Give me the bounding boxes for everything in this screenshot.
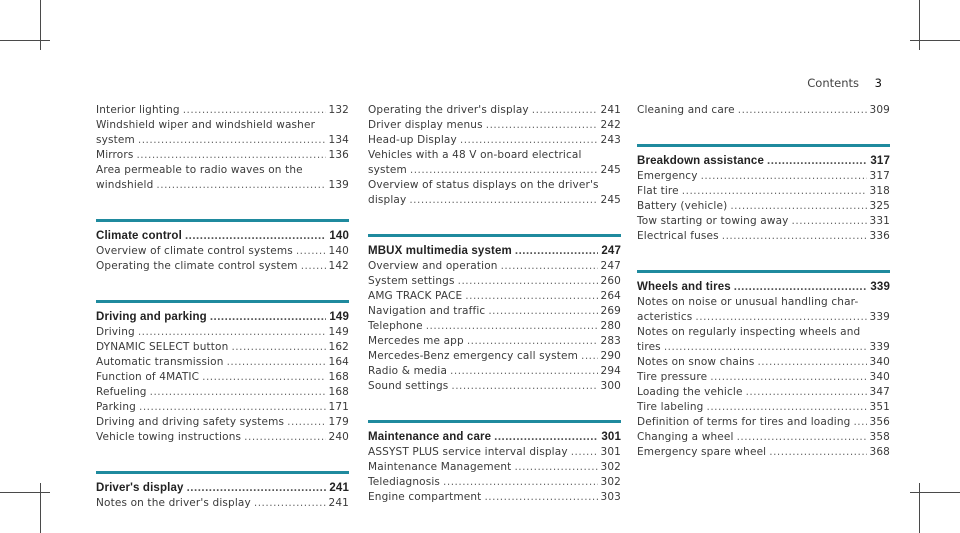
- toc-entry[interactable]: [368, 349, 621, 364]
- toc-section: [368, 420, 621, 505]
- toc-entry[interactable]: [637, 385, 890, 400]
- toc-entry-page: 140: [328, 245, 349, 257]
- toc-entry-text: system: [368, 164, 407, 176]
- leader-dots: [202, 370, 325, 385]
- toc-entry-page: 300: [600, 380, 621, 392]
- leader-dots: [451, 379, 597, 394]
- toc-entry-page: 162: [328, 341, 349, 353]
- leader-dots: [695, 310, 866, 325]
- toc-section: [368, 103, 621, 208]
- toc-entry-page: 245: [600, 164, 621, 176]
- toc-entry-page: 302: [600, 461, 621, 473]
- leader-dots: [706, 400, 866, 415]
- toc-entry-text: Notes on noise or unusual handling char-: [637, 296, 859, 308]
- crop-mark: [40, 483, 41, 533]
- toc-entry-page: 356: [869, 416, 890, 428]
- leader-dots: [296, 244, 326, 259]
- toc-entry-text: ASSYST PLUS service interval display: [368, 446, 568, 458]
- toc-entry[interactable]: [96, 340, 349, 355]
- section-heading-title: MBUX multimedia system: [368, 245, 512, 257]
- leader-dots: [710, 370, 866, 385]
- toc-entry[interactable]: [368, 460, 621, 475]
- section-heading[interactable]: [96, 309, 349, 325]
- toc-entry-text: Emergency spare wheel: [637, 446, 767, 458]
- toc-entry[interactable]: [637, 370, 890, 385]
- toc-entry-text: Overview and operation: [368, 260, 498, 272]
- toc-entry-page: 242: [600, 119, 621, 131]
- leader-dots: [730, 199, 866, 214]
- toc-entry-text: DYNAMIC SELECT button: [96, 341, 229, 353]
- toc-entry-page: 241: [328, 497, 349, 509]
- leader-dots: [515, 243, 598, 259]
- leader-dots: [138, 325, 326, 340]
- toc-entry-page: 290: [600, 350, 621, 362]
- toc-entry-text: Engine compartment: [368, 491, 482, 503]
- toc-entry[interactable]: [637, 355, 890, 370]
- toc-entry-text: Area permeable to radio waves on the: [96, 164, 303, 176]
- toc-entry[interactable]: [96, 163, 349, 193]
- toc-entry-text: Mirrors: [96, 149, 134, 161]
- toc-entry[interactable]: [368, 490, 621, 505]
- toc-column-2: [368, 103, 621, 505]
- leader-dots: [254, 496, 326, 511]
- toc-entry-page: 243: [600, 134, 621, 146]
- leader-dots: [738, 103, 867, 118]
- crop-mark: [910, 492, 960, 493]
- toc-entry-text: Function of 4MATIC: [96, 371, 200, 383]
- toc-entry-page: 280: [600, 320, 621, 332]
- section-rule: [637, 270, 890, 273]
- section-heading-title: Climate control: [96, 230, 182, 242]
- crop-mark: [40, 0, 41, 50]
- toc-section: [637, 144, 890, 244]
- leader-dots: [410, 163, 598, 178]
- section-heading-page: 241: [329, 482, 349, 494]
- toc-entry-text: Driving: [96, 326, 135, 338]
- section-heading-title: Driving and parking: [96, 311, 207, 323]
- toc-entry-text: Loading the vehicle: [637, 386, 743, 398]
- leader-dots: [301, 259, 326, 274]
- toc-entry-text: Sound settings: [368, 380, 449, 392]
- toc-entry[interactable]: [368, 178, 621, 208]
- section-heading-title: Driver's display: [96, 482, 184, 494]
- toc-entry-page: 241: [600, 104, 621, 116]
- toc-entry-text: Refueling: [96, 386, 147, 398]
- toc-section: [368, 234, 621, 394]
- leader-dots: [532, 103, 598, 118]
- toc-entry-page: 136: [328, 149, 349, 161]
- leader-dots: [467, 334, 598, 349]
- section-heading-title: Wheels and tires: [637, 281, 731, 293]
- leader-dots: [244, 430, 325, 445]
- leader-dots: [484, 490, 597, 505]
- leader-dots: [450, 364, 597, 379]
- toc-entry[interactable]: [368, 475, 621, 490]
- toc-entry[interactable]: [637, 169, 890, 184]
- toc-entry[interactable]: [637, 103, 890, 118]
- toc-entry-text: Navigation and traffic: [368, 305, 486, 317]
- leader-dots: [853, 415, 866, 430]
- toc-entry-text: Interior lighting: [96, 104, 180, 116]
- toc-entry[interactable]: [637, 229, 890, 244]
- toc-entry-page: 358: [869, 431, 890, 443]
- toc-column-1: [96, 103, 349, 511]
- toc-entry[interactable]: [96, 400, 349, 415]
- leader-dots: [409, 193, 597, 208]
- toc-entry-text: Mercedes-Benz emergency call system: [368, 350, 578, 362]
- toc-entry-page: 303: [600, 491, 621, 503]
- leader-dots: [227, 355, 326, 370]
- section-heading-page: 301: [601, 431, 621, 443]
- toc-entry[interactable]: [637, 199, 890, 214]
- section-rule: [368, 420, 621, 423]
- toc-entry-text: acteristics: [637, 311, 693, 323]
- toc-section: [637, 270, 890, 460]
- toc-entry[interactable]: [96, 370, 349, 385]
- toc-entry-text: display: [368, 194, 407, 206]
- leader-dots: [460, 133, 598, 148]
- toc-entry[interactable]: [637, 184, 890, 199]
- toc-entry-page: 336: [869, 230, 890, 242]
- toc-entry[interactable]: [368, 289, 621, 304]
- toc-entry-text: Notes on snow chains: [637, 356, 755, 368]
- crop-mark: [910, 40, 960, 41]
- toc-entry[interactable]: [637, 214, 890, 229]
- toc-section: [96, 219, 349, 274]
- leader-dots: [494, 429, 598, 445]
- toc-entry-page: 269: [600, 305, 621, 317]
- toc-entry[interactable]: [368, 148, 621, 178]
- toc-entry-page: 247: [600, 260, 621, 272]
- toc-entry-text: Notes on the driver's display: [96, 497, 251, 509]
- header-title: Contents: [807, 76, 860, 90]
- toc-entry-text: Tire pressure: [637, 371, 708, 383]
- leader-dots: [701, 169, 867, 184]
- toc-entry-text: Overview of status displays on the driver's: [368, 179, 599, 191]
- toc-entry-text: Tow starting or towing away: [637, 215, 789, 227]
- toc-entry-text: Notes on regularly inspecting wheels and: [637, 326, 861, 338]
- section-heading-page: 140: [329, 230, 349, 242]
- leader-dots: [231, 340, 325, 355]
- leader-dots: [514, 460, 597, 475]
- section-heading[interactable]: [637, 279, 890, 295]
- leader-dots: [722, 229, 867, 244]
- leader-dots: [486, 118, 598, 133]
- leader-dots: [734, 279, 868, 295]
- crop-mark: [919, 0, 920, 50]
- toc-entry[interactable]: [637, 295, 890, 325]
- leader-dots: [581, 349, 598, 364]
- section-rule: [637, 144, 890, 147]
- toc-entry-page: 164: [328, 356, 349, 368]
- leader-dots: [187, 480, 327, 496]
- leader-dots: [465, 289, 597, 304]
- toc-section: [96, 103, 349, 193]
- leader-dots: [138, 133, 326, 148]
- leader-dots: [488, 304, 597, 319]
- toc-entry[interactable]: [368, 274, 621, 289]
- toc-entry-page: 134: [328, 134, 349, 146]
- leader-dots: [156, 178, 325, 193]
- toc-entry-text: Emergency: [637, 170, 698, 182]
- toc-entry-text: Head-up Display: [368, 134, 457, 146]
- toc-entry-text: Radio & media: [368, 365, 448, 377]
- toc-entry-page: 301: [600, 446, 621, 458]
- section-heading[interactable]: [96, 228, 349, 244]
- toc-entry[interactable]: [368, 304, 621, 319]
- toc-entry-page: 368: [869, 446, 890, 458]
- toc-entry[interactable]: [368, 118, 621, 133]
- toc-entry-page: 325: [869, 200, 890, 212]
- toc-entry-page: 351: [869, 401, 890, 413]
- toc-entry[interactable]: [368, 334, 621, 349]
- toc-entry-text: Windshield wiper and windshield washer: [96, 119, 316, 131]
- toc-entry-page: 142: [328, 260, 349, 272]
- toc-entry-page: 245: [600, 194, 621, 206]
- section-heading-page: 247: [601, 245, 621, 257]
- section-heading[interactable]: [637, 153, 890, 169]
- toc-entry-page: 168: [328, 386, 349, 398]
- toc-entry-text: Flat tire: [637, 185, 679, 197]
- toc-entry[interactable]: [96, 385, 349, 400]
- section-rule: [96, 300, 349, 303]
- section-rule: [368, 234, 621, 237]
- leader-dots: [443, 475, 597, 490]
- leader-dots: [767, 153, 867, 169]
- toc-entry[interactable]: [96, 259, 349, 274]
- toc-entry-text: Definition of terms for tires and loading: [637, 416, 851, 428]
- toc-entry-text: System settings: [368, 275, 455, 287]
- toc-entry-page: 149: [328, 326, 349, 338]
- toc-entry-text: Telediagnosis: [368, 476, 441, 488]
- toc-entry-page: 339: [869, 341, 890, 353]
- toc-entry[interactable]: [96, 415, 349, 430]
- toc-entry-page: 339: [869, 311, 890, 323]
- toc-entry-text: Operating the climate control system: [96, 260, 298, 272]
- toc-entry-text: AMG TRACK PACE: [368, 290, 463, 302]
- toc-entry-page: 132: [328, 104, 349, 116]
- toc-entry-text: Cleaning and care: [637, 104, 735, 116]
- toc-entry-page: 179: [328, 416, 349, 428]
- leader-dots: [757, 355, 866, 370]
- toc-entry-page: 264: [600, 290, 621, 302]
- leader-dots: [737, 430, 867, 445]
- page-header: [807, 76, 882, 90]
- toc-entry-text: Battery (vehicle): [637, 200, 728, 212]
- toc-entry[interactable]: [96, 148, 349, 163]
- leader-dots: [769, 445, 866, 460]
- leader-dots: [682, 184, 867, 199]
- toc-entry-text: Parking: [96, 401, 136, 413]
- section-heading[interactable]: [368, 429, 621, 445]
- toc-entry-text: Operating the driver's display: [368, 104, 529, 116]
- toc-entry[interactable]: [368, 379, 621, 394]
- leader-dots: [426, 319, 598, 334]
- leader-dots: [501, 259, 598, 274]
- crop-mark: [919, 483, 920, 533]
- leader-dots: [664, 340, 867, 355]
- leader-dots: [458, 274, 598, 289]
- toc-entry[interactable]: [637, 325, 890, 355]
- section-heading-page: 149: [329, 311, 349, 323]
- page-number: 3: [874, 76, 882, 90]
- toc-entry[interactable]: [368, 445, 621, 460]
- toc-entry-text: Electrical fuses: [637, 230, 719, 242]
- leader-dots: [185, 228, 326, 244]
- toc-entry[interactable]: [96, 118, 349, 148]
- section-heading-title: Maintenance and care: [368, 431, 492, 443]
- toc-section: [637, 103, 890, 118]
- toc-entry[interactable]: [96, 244, 349, 259]
- toc-entry-page: 260: [600, 275, 621, 287]
- toc-entry[interactable]: [96, 355, 349, 370]
- leader-dots: [136, 148, 325, 163]
- toc-entry[interactable]: [96, 325, 349, 340]
- toc-entry-text: Driving and driving safety systems: [96, 416, 285, 428]
- toc-entry-page: 168: [328, 371, 349, 383]
- toc-entry-page: 309: [869, 104, 890, 116]
- toc-entry-text: windshield: [96, 179, 154, 191]
- toc-entry-text: Mercedes me app: [368, 335, 464, 347]
- leader-dots: [150, 385, 326, 400]
- toc-entry-page: 317: [869, 170, 890, 182]
- toc-entry-text: Maintenance Management: [368, 461, 512, 473]
- section-heading-page: 339: [870, 281, 890, 293]
- toc-entry[interactable]: [637, 400, 890, 415]
- toc-entry-page: 340: [869, 371, 890, 383]
- toc-entry[interactable]: [637, 415, 890, 430]
- leader-dots: [210, 309, 327, 325]
- toc-entry[interactable]: [368, 133, 621, 148]
- toc-entry-text: Telephone: [368, 320, 423, 332]
- toc-entry-text: Vehicles with a 48 V on-board electrical: [368, 149, 582, 161]
- section-rule: [96, 471, 349, 474]
- toc-entry[interactable]: [637, 445, 890, 460]
- toc-entry-page: 139: [328, 179, 349, 191]
- leader-dots: [139, 400, 326, 415]
- toc-entry-page: 240: [328, 431, 349, 443]
- crop-mark: [0, 40, 50, 41]
- toc-entry-text: Driver display menus: [368, 119, 483, 131]
- toc-entry[interactable]: [96, 103, 349, 118]
- toc-column-3: [637, 103, 890, 460]
- leader-dots: [746, 385, 867, 400]
- toc-entry-text: system: [96, 134, 135, 146]
- toc-section: [96, 300, 349, 445]
- toc-entry-text: Changing a wheel: [637, 431, 734, 443]
- toc-entry-page: 347: [869, 386, 890, 398]
- leader-dots: [792, 214, 867, 229]
- toc-entry-page: 340: [869, 356, 890, 368]
- toc-entry[interactable]: [368, 319, 621, 334]
- toc-entry-text: Tire labeling: [637, 401, 704, 413]
- leader-dots: [571, 445, 598, 460]
- toc-section: [96, 471, 349, 511]
- section-heading-title: Breakdown assistance: [637, 155, 765, 167]
- toc-entry[interactable]: [368, 364, 621, 379]
- toc-entry-page: 318: [869, 185, 890, 197]
- toc-entry-page: 302: [600, 476, 621, 488]
- section-rule: [96, 219, 349, 222]
- toc-entry-page: 331: [869, 215, 890, 227]
- toc-entry-page: 294: [600, 365, 621, 377]
- toc-entry[interactable]: [96, 496, 349, 511]
- section-heading-page: 317: [870, 155, 890, 167]
- leader-dots: [287, 415, 325, 430]
- toc-entry-page: 171: [328, 401, 349, 413]
- section-heading[interactable]: [96, 480, 349, 496]
- toc-entry-text: Automatic transmission: [96, 356, 224, 368]
- toc-entry-text: Vehicle towing instructions: [96, 431, 242, 443]
- toc-entry[interactable]: [96, 430, 349, 445]
- toc-entry-page: 283: [600, 335, 621, 347]
- toc-entry[interactable]: [368, 103, 621, 118]
- section-heading[interactable]: [368, 243, 621, 259]
- crop-mark: [0, 492, 50, 493]
- toc-entry-text: Overview of climate control systems: [96, 245, 293, 257]
- toc-entry[interactable]: [368, 259, 621, 274]
- toc-entry-text: tires: [637, 341, 661, 353]
- leader-dots: [183, 103, 326, 118]
- toc-entry[interactable]: [637, 430, 890, 445]
